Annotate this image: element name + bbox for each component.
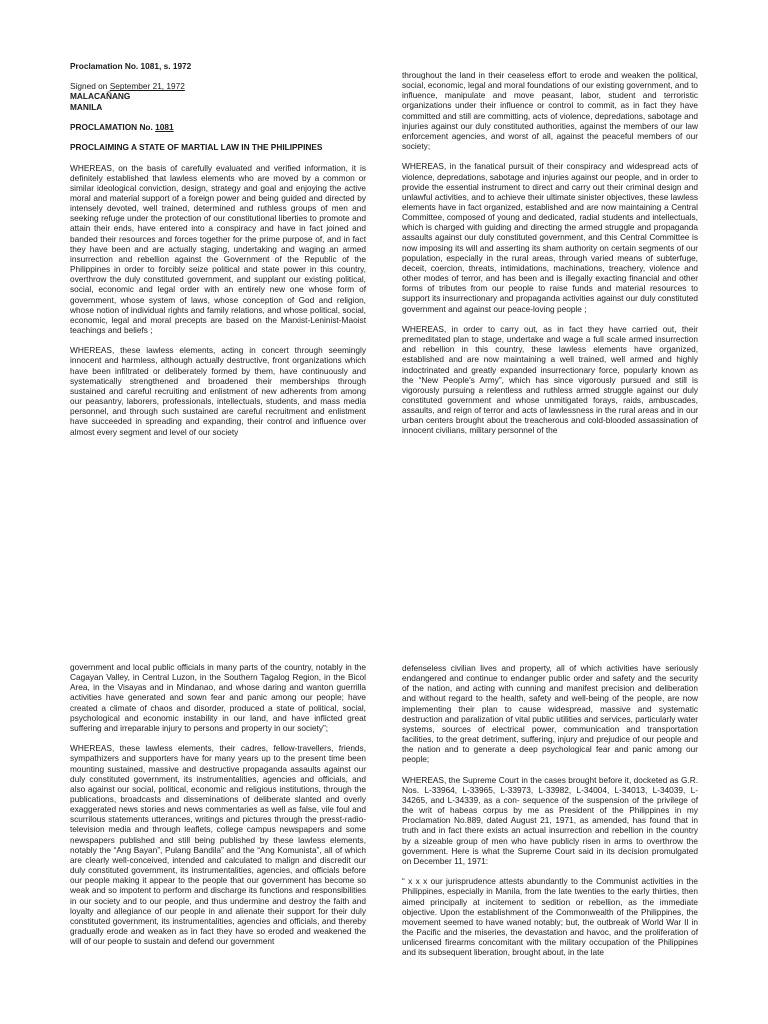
paragraph: government and local public officials in many parts of the country, notably in the Cagayan Valley, in Central Luzon, in the Southern Tagalog Region, in the Bicol Area, in the Visayas and in Mindanao, and whose daring and wanton guerrilla activities have generated and sown fear and panic among our people; have created a climate of chaos and disorder, produced a state of political, social, psychological and economic instability in our land, and have inflicted great suffering and irreparable injury to persons and property in our society”; (70, 662, 366, 733)
document-header (70, 61, 366, 152)
paragraph: WHEREAS, in the fanatical pursuit of their conspiracy and widespread acts of violence, depredations, sabotage and injuries against our people, and in order to provide the essential instrument to direct and carry out their criminal design and unlawful activities, and to achieve their ultimate sinister objectives, these lawless elements have in fact organized, established and are now maintaining a Central Committee, composed of young and dedicated, radial students and intellectuals, which is charged with guiding and directing the armed struggle and propaganda assaults against our duly constituted government, and this Central Committee is now imposing its will and asserting its sham authority on certain segments of our population, especially in the rural areas, through varied means of subterfuge, deceit, coercion, threats, intimidations, machinations, treachery, violence and other modes of terror, and has been and is illegally exacting financial and other forms of tributes from our people to raise funds and material resources to support its insurrectionary and propaganda activities against our duly constituted government and against our peace-loving people ; (402, 161, 698, 314)
proclamation-title: Proclamation No. 1081, s. 1972 (70, 61, 192, 71)
proclamation-number-line (70, 122, 366, 132)
signed-date-link[interactable]: September 21, 1972 (109, 81, 185, 92)
paragraph: WHEREAS, on the basis of carefully evaluated and verified information, it is definitely established that lawless elements who are moved by a common or similar ideological conviction, design, strategy and goal and enjoying the active moral and material support of a foreign power and being guided and directed by intensely devoted, well trained, determined and ruthless groups of men and seeking refuge under the protection of our constitutional liberties to promote and attain their ends, have entered into a conspiracy and have in fact joined and banded their resources and forces together for the prime purpose of, and in fact they have been and are actually staging, undertaking and waging an armed insurrection and rebellion against the Government of the Republic of the Philippines in order to forcibly seize political and state power in this country, overthrow the duly constituted government, and supplant our existing political, social, economic and legal order with an entirely new one whose form of government, whose system of laws, whose conception of God and religion, whose notion of individual rights and family relations, and whose political, social, economic, legal and moral precepts are based on the Marxist-Leninist-Maoist teachings and beliefs ; (70, 162, 366, 335)
paragraph: defenseless civilian lives and property, all of which activities have seriously endangered and continue to endanger public order and safety and the security of the nation, and acting with cunning and manifest precision and deliberation and without regard to the health, safety and well-being of the people, are now implementing their plan to cause widespread, massive and systematic destruction and paralization of vital public utilities and services, particularly water systems, sources of electrical power, communication and transportation facilities, to the great detriment, suffering, injury and prejudice of our people and the nation and to generate a deep psychological fear and panic among our people; (402, 663, 698, 765)
paragraph: throughout the land in their ceaseless effort to erode and weaken the political, social, economic, legal and moral foundations of our existing government, and to influence, manipulate and move peasant, labor, student and terroristic organizations under their influence or control to commit, as in fact they have committed and still are committing, acts of violence, depredations, sabotage and injuries against our duly constituted authorities, against the members of our law enforcement agencies, and worst of all, against the peaceful members of our society; (402, 70, 698, 152)
left-column (70, 662, 366, 957)
signed-prefix: Signed on (70, 81, 110, 92)
paragraph: “ x x x our jurisprudence attests abundantly to the Communist activities in the Philippines, especially in Manila, from the late twenties to the early thirties, then aimed principally at incitement to sedition or rebellion, as the immediate objective. Upon the establishment of the Commonwealth of the Philippines, the movement seemed to have waned notably; but, the outbreak of World War II in the Pacific and the miseries, the devastation and havoc, and the proliferation of unlicensed firearms concomitant with the military occupation of the Philippines and its subsequent liberation, brought about, in the late (402, 876, 698, 958)
proclamation-number-link[interactable]: 1081 (155, 121, 174, 132)
paragraph: WHEREAS, in order to carry out, as in fact they have carried out, their premeditated plan to stage, undertake and wage a full scale armed insurrection and rebellion in this country, these lawless elements have organized, established and are now maintaining a well trained, well armed and highly indoctrinated and greatly expanded insurrectionary force, popularly known as the “New People’s Army”, which has since vigorously pursued and still is vigorously pursuing a relentless and ruthless armed struggle against our duly constituted government and whose unmitigated forays, raids, ambuscades, assaults, and reign of terror and acts of lawlessness in the rural areas and in our urban centers brought about the treacherous and cold-blooded assassination of innocent civilians, military personnel of the (402, 323, 698, 436)
place-malacanang: MALACAÑANG (70, 91, 131, 102)
document-page-2 (0, 655, 768, 1024)
paragraph: WHEREAS, the Supreme Court in the cases brought before it, docketed as G.R. Nos. L-33964, L-33965, L-33973, L-33982, L-34004, L-34013, L-34039, L-34265, and L-34339, as a con- sequence of the suspension of the privilege of the writ of habeas corpus by me as President of the Philippines in my Proclamation No.889, dated August 21, 1971, as amended, has found that in truth and in fact there exists an actual insurrection and rebellion in the country by a sizeable group of men who have publicly risen in arms to overthrow the government. Here is what the Supreme Court said in its decision promulgated on December 11, 1971: (402, 774, 698, 866)
right-column (402, 70, 698, 446)
right-column (402, 663, 698, 968)
proclamation-heading: PROCLAIMING A STATE OF MARTIAL LAW IN THE PHILIPPINES (70, 142, 323, 153)
proclamation-prefix: PROCLAMATION No. (70, 121, 156, 132)
signed-line (70, 81, 366, 91)
left-column (70, 61, 366, 447)
paragraph: WHEREAS, these lawless elements, their cadres, fellow-travellers, friends, sympathizers and supporters have for many years up to the present time been mounting sustained, massive and destructive propaganda assaults against our duly constituted government, its instrumentalities, agencies and officials, and also against our social, political, economic and religious institutions, through the publications, broadcasts and disseminations of deliberate slanted and overly exaggerated news stories and news commentaries as well as false, vile foul and scurrilous statements utterances, writings and pictures through the presst-radio-television media and through leaflets, college campus newspapers and some newspapers published and still being published by these lawless elements, notably the “Ang Bayan”, Pulang Bandila” and the “Ang Komunista”, all of which are clearly well-conceived, intended and calculated to malign and discredit our duly constituted government, its instrumentalities, agencies, and officials before our people making it appear to the people that our government has become so weak and so impotent to perform and discharge its functions and responsibilities in our society and to our people, and thus undermine and destroy the faith and loyalty and allegiance of our people in and alienate their support for their duly constituted government, its instrumentalities, agencies and officials, and thereby gradually erode and weaken as in fact they have so eroded and weakened the will of our people to sustain and defend our government (70, 743, 366, 947)
place-manila: MANILA (70, 101, 103, 112)
paragraph: WHEREAS, these lawless elements, acting in concert through seemingly innocent and harmless, although actually destructive, front organizations which have been infiltrated or deliberately formed by them, have continuously and systematically strengthened and broadened their memberships through sustained and careful recruiting and enlistment of new adherents from among our peasantry, laborers, professionals, intellectuals, students, and mass media personnel, and through such sustained are careful recruitment and enlistment have succeeded in spreading and expanding, their control and influence over almost every segment and level of our society (70, 345, 366, 437)
